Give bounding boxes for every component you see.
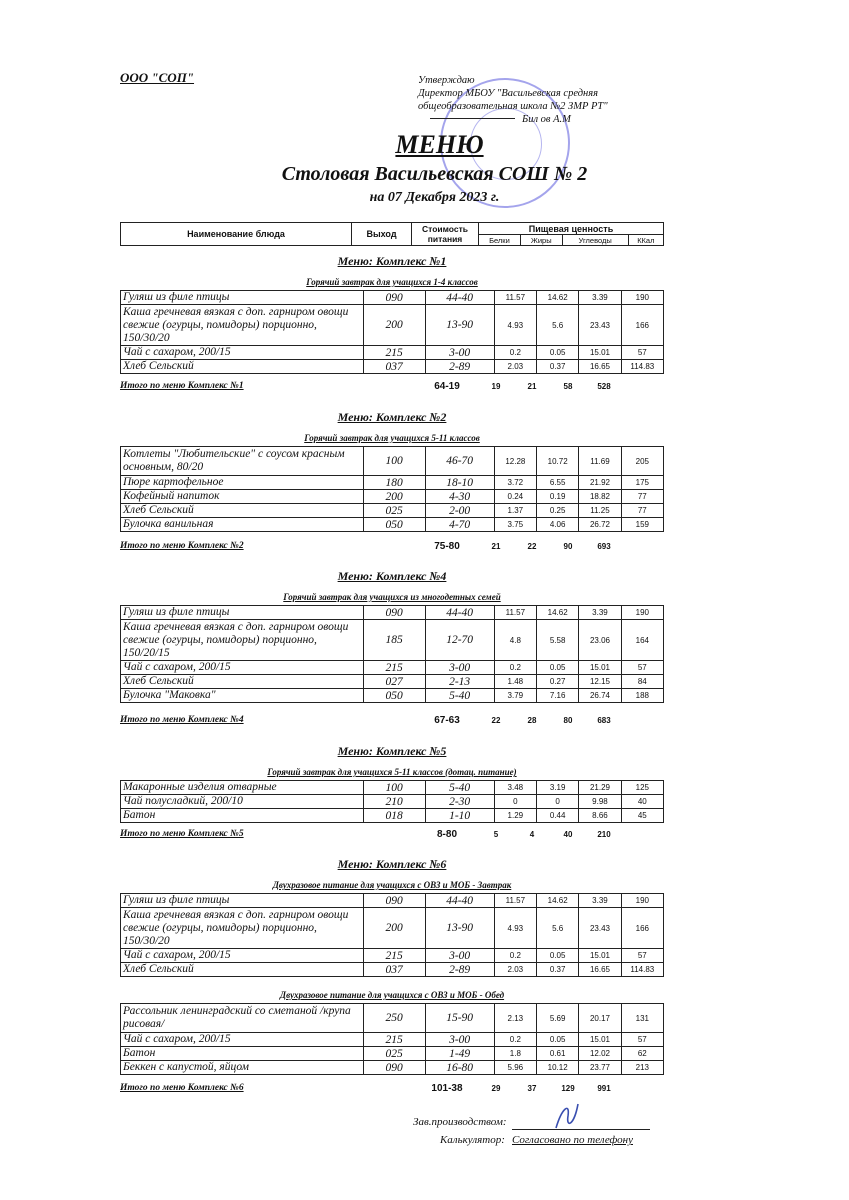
dish-name: Гуляш из филе птицы [121,894,364,908]
table-row [121,504,664,518]
table-row [121,360,664,374]
calculator-value: Согласовано по телефону [512,1134,633,1146]
dish-name: Батон [121,809,364,823]
menu-section-subtitle: Двухразовое питание для учащихся с ОВЗ и МОБ - Завтрак [272,880,512,890]
dish-cost: 44-40 [425,291,494,305]
total-kcal: 210 [597,830,611,839]
dish-fat: 0.05 [537,661,579,675]
dish-protein: 3.72 [494,476,536,490]
total-protein: 22 [491,716,501,725]
section-total-row [120,1083,664,1096]
dish-carbs: 12.15 [579,675,621,689]
approval-line-4: Бил ов А.М [522,114,571,125]
dish-table [120,893,664,977]
table-row [121,675,664,689]
dish-protein: 1.48 [494,675,536,689]
dish-kcal: 57 [621,949,663,963]
dish-protein: 11.57 [494,606,536,620]
dish-protein: 1.8 [494,1047,536,1061]
dish-kcal: 205 [621,447,663,476]
table-row [121,1004,664,1033]
page-title: МЕНЮ [395,130,484,159]
table-row [121,781,664,795]
dish-table [120,290,664,374]
dish-protein: 5.96 [494,1061,536,1075]
table-row [121,661,664,675]
dish-fat: 5.6 [537,908,579,949]
dish-carbs: 20.17 [579,1004,621,1033]
total-protein: 21 [491,542,501,551]
dish-protein: 0.2 [494,1033,536,1047]
dish-output: 100 [363,781,425,795]
dish-table [120,446,664,532]
table-row [121,291,664,305]
table-row [121,908,664,949]
dish-name: Пюре картофельное [121,476,364,490]
dish-carbs: 23.43 [579,305,621,346]
total-fat: 37 [527,1084,537,1093]
dish-kcal: 114.83 [621,360,663,374]
dish-name: Макаронные изделия отварные [121,781,364,795]
dish-carbs: 15.01 [579,346,621,360]
dish-name: Котлеты "Любительские" с соусом красным основным, 80/20 [121,447,364,476]
dish-kcal: 164 [621,620,663,661]
table-row [121,1047,664,1061]
dish-carbs: 16.65 [579,360,621,374]
dish-carbs: 15.01 [579,1033,621,1047]
menu-section-subtitle: Горячий завтрак для учащихся 5-11 классов (дотац. питание) [267,767,517,777]
header-cost: Стоимость питания [412,223,479,246]
dish-carbs: 16.65 [579,963,621,977]
dish-protein: 3.48 [494,781,536,795]
dish-cost: 12-70 [425,620,494,661]
dish-name: Чай полусладкий, 200/10 [121,795,364,809]
total-label: Итого по меню Комплекс №1 [120,381,244,391]
dish-kcal: 114.83 [621,963,663,977]
total-label: Итого по меню Комплекс №2 [120,541,244,551]
dish-kcal: 188 [621,689,663,703]
dish-carbs: 23.43 [579,908,621,949]
total-cost: 8-80 [436,829,457,840]
dish-fat: 0 [537,795,579,809]
menu-section-title: Меню: Комплекс №6 [337,857,447,871]
header-carbs: Углеводы [562,235,628,246]
dish-fat: 5.69 [537,1004,579,1033]
dish-fat: 0.27 [537,675,579,689]
dish-protein: 0.2 [494,661,536,675]
dish-protein: 2.03 [494,963,536,977]
dish-kcal: 175 [621,476,663,490]
dish-kcal: 77 [621,490,663,504]
dish-cost: 4-30 [425,490,494,504]
dish-table [120,1003,664,1075]
dish-name: Булочка "Маковка" [121,689,364,703]
dish-protein: 1.37 [494,504,536,518]
menu-date: на 07 Декабря 2023 г. [369,190,500,205]
table-row [121,620,664,661]
dish-fat: 3.19 [537,781,579,795]
dish-output: 200 [363,490,425,504]
total-carbs: 80 [563,716,573,725]
total-kcal: 991 [597,1084,611,1093]
dish-name: Булочка ванильная [121,518,364,532]
dish-cost: 13-90 [425,908,494,949]
total-protein: 29 [491,1084,501,1093]
dish-protein: 0 [494,795,536,809]
dish-cost: 2-89 [425,963,494,977]
table-row [121,305,664,346]
total-fat: 4 [529,830,535,839]
dish-name: Кофейный напиток [121,490,364,504]
total-kcal: 693 [597,542,611,551]
dish-fat: 14.62 [537,291,579,305]
total-cost: 67-63 [434,715,460,726]
total-cost: 64-19 [434,381,460,392]
dish-cost: 1-49 [425,1047,494,1061]
dish-cost: 3-00 [425,949,494,963]
dish-kcal: 77 [621,504,663,518]
dish-protein: 11.57 [494,291,536,305]
dish-cost: 3-00 [425,346,494,360]
total-fat: 22 [527,542,537,551]
dish-fat: 14.62 [537,894,579,908]
dish-cost: 2-30 [425,795,494,809]
dish-protein: 4.93 [494,305,536,346]
dish-cost: 2-13 [425,675,494,689]
dish-protein: 3.79 [494,689,536,703]
dish-name: Хлеб Сельский [121,963,364,977]
dish-protein: 4.93 [494,908,536,949]
section-total-row [120,829,664,842]
header-protein: Белки [479,235,521,246]
dish-cost: 13-90 [425,305,494,346]
production-manager-label: Зав.производством: [413,1116,507,1128]
dish-fat: 0.61 [537,1047,579,1061]
menu-section-title: Меню: Комплекс №5 [337,744,447,758]
total-fat: 21 [527,382,537,391]
menu-section-subtitle: Горячий завтрак для учащихся из многодетных семей [283,592,501,602]
menu-section-subtitle: Горячий завтрак для учащихся 1-4 классов [306,277,478,287]
dish-kcal: 84 [621,675,663,689]
dish-output: 025 [363,1047,425,1061]
dish-carbs: 15.01 [579,949,621,963]
dish-protein: 2.13 [494,1004,536,1033]
dish-kcal: 166 [621,908,663,949]
dish-carbs: 18.82 [579,490,621,504]
dish-name: Хлеб Сельский [121,675,364,689]
dish-protein: 11.57 [494,894,536,908]
total-cost: 75-80 [434,541,460,552]
column-header-table [120,222,664,246]
calculator-label: Калькулятор: [440,1134,505,1146]
section-total-row [120,541,664,554]
section-total-row [120,381,664,394]
dish-name: Хлеб Сельский [121,504,364,518]
dish-carbs: 9.98 [579,795,621,809]
dish-cost: 1-10 [425,809,494,823]
dish-carbs: 21.29 [579,781,621,795]
dish-output: 090 [363,894,425,908]
total-carbs: 129 [561,1084,575,1093]
dish-cost: 44-40 [425,606,494,620]
production-signature [548,1098,588,1132]
dish-output: 200 [363,305,425,346]
table-row [121,809,664,823]
dish-output: 250 [363,1004,425,1033]
dish-carbs: 3.39 [579,894,621,908]
dish-kcal: 45 [621,809,663,823]
header-nutrition: Пищевая ценность [479,223,664,235]
dish-output: 037 [363,963,425,977]
table-row [121,949,664,963]
dish-cost: 15-90 [425,1004,494,1033]
total-protein: 5 [493,830,499,839]
table-row [121,689,664,703]
dish-kcal: 57 [621,661,663,675]
dish-kcal: 159 [621,518,663,532]
dish-name: Каша гречневая вязкая с доп. гарниром овощи свежие (огурцы, помидоры) порционно, 150/30/20 [121,305,364,346]
table-row [121,490,664,504]
dish-output: 180 [363,476,425,490]
dish-cost: 3-00 [425,1033,494,1047]
dish-carbs: 23.06 [579,620,621,661]
dish-table [120,605,664,703]
dish-carbs: 26.74 [579,689,621,703]
total-label: Итого по меню Комплекс №6 [120,1083,244,1093]
total-carbs: 58 [563,382,573,391]
dish-output: 025 [363,504,425,518]
dish-output: 050 [363,689,425,703]
dish-carbs: 15.01 [579,661,621,675]
director-signature-line [430,118,515,119]
dish-cost: 5-40 [425,781,494,795]
approval-line-3: общеобразовательная школа №2 ЗМР РТ" [418,101,608,112]
dish-kcal: 40 [621,795,663,809]
dish-cost: 4-70 [425,518,494,532]
dish-kcal: 190 [621,894,663,908]
dish-output: 037 [363,360,425,374]
dish-protein: 12.28 [494,447,536,476]
dish-fat: 10.12 [537,1061,579,1075]
dish-output: 185 [363,620,425,661]
dish-output: 090 [363,606,425,620]
menu-section-subtitle: Горячий завтрак для учащихся 5-11 классов [304,433,480,443]
approval-line-1: Утверждаю [418,75,475,86]
dish-kcal: 62 [621,1047,663,1061]
header-fat: Жиры [520,235,562,246]
table-row [121,963,664,977]
dish-fat: 10.72 [537,447,579,476]
dish-protein: 0.2 [494,949,536,963]
dish-kcal: 57 [621,1033,663,1047]
table-row [121,518,664,532]
dish-fat: 5.6 [537,305,579,346]
total-kcal: 683 [597,716,611,725]
organization-name: ООО "СОП" [120,70,195,85]
dish-protein: 4.8 [494,620,536,661]
dish-carbs: 23.77 [579,1061,621,1075]
dish-fat: 14.62 [537,606,579,620]
dish-kcal: 190 [621,606,663,620]
dish-kcal: 166 [621,305,663,346]
dish-cost: 18-10 [425,476,494,490]
menu-section-title: Меню: Комплекс №2 [337,410,447,424]
header-output: Выход [352,223,412,246]
dish-name: Чай с сахаром, 200/15 [121,346,364,360]
dish-output: 215 [363,346,425,360]
dish-fat: 4.06 [537,518,579,532]
total-cost: 101-38 [431,1083,463,1094]
dish-name: Гуляш из филе птицы [121,606,364,620]
dish-carbs: 11.25 [579,504,621,518]
header-kcal: ККал [628,235,663,246]
dish-name: Каша гречневая вязкая с доп. гарниром овощи свежие (огурцы, помидоры) порционно, 150/30/20 [121,908,364,949]
dish-protein: 2.03 [494,360,536,374]
dish-fat: 7.16 [537,689,579,703]
dish-cost: 2-00 [425,504,494,518]
total-carbs: 40 [563,830,573,839]
dish-table [120,780,664,823]
dish-output: 215 [363,661,425,675]
table-row [121,1033,664,1047]
dish-kcal: 125 [621,781,663,795]
dish-kcal: 190 [621,291,663,305]
dish-kcal: 131 [621,1004,663,1033]
total-protein: 19 [491,382,501,391]
dish-output: 027 [363,675,425,689]
dish-name: Чай с сахаром, 200/15 [121,661,364,675]
dish-protein: 3.75 [494,518,536,532]
dish-protein: 0.2 [494,346,536,360]
total-fat: 28 [527,716,537,725]
dish-output: 050 [363,518,425,532]
dish-fat: 5.58 [537,620,579,661]
menu-section-title: Меню: Комплекс №1 [337,254,447,268]
dish-name: Беккен с капустой, яйцом [121,1061,364,1075]
dish-kcal: 213 [621,1061,663,1075]
dish-name: Каша гречневая вязкая с доп. гарниром овощи свежие (огурцы, помидоры) порционно, 150/20/15 [121,620,364,661]
dish-output: 215 [363,1033,425,1047]
dish-carbs: 21.92 [579,476,621,490]
total-carbs: 90 [563,542,573,551]
table-row [121,476,664,490]
dish-carbs: 3.39 [579,606,621,620]
dish-output: 100 [363,447,425,476]
page-subtitle: Столовая Васильевская СОШ № 2 [281,163,588,185]
dish-output: 210 [363,795,425,809]
dish-cost: 46-70 [425,447,494,476]
dish-protein: 1.29 [494,809,536,823]
total-label: Итого по меню Комплекс №5 [120,829,244,839]
dish-cost: 44-40 [425,894,494,908]
dish-output: 090 [363,291,425,305]
approval-line-2: Директор МБОУ "Васильевская средняя [418,88,599,99]
menu-section-title: Меню: Комплекс №4 [337,569,447,583]
section-total-row [120,715,664,728]
dish-output: 090 [363,1061,425,1075]
table-row [121,346,664,360]
table-row [121,894,664,908]
dish-cost: 3-00 [425,661,494,675]
dish-name: Чай с сахаром, 200/15 [121,1033,364,1047]
dish-output: 018 [363,809,425,823]
dish-carbs: 26.72 [579,518,621,532]
dish-carbs: 12.02 [579,1047,621,1061]
dish-fat: 0.25 [537,504,579,518]
total-kcal: 528 [597,382,611,391]
dish-name: Чай с сахаром, 200/15 [121,949,364,963]
dish-carbs: 11.69 [579,447,621,476]
dish-name: Гуляш из филе птицы [121,291,364,305]
dish-fat: 0.37 [537,963,579,977]
table-row [121,606,664,620]
total-label: Итого по меню Комплекс №4 [120,715,244,725]
dish-cost: 16-80 [425,1061,494,1075]
dish-fat: 0.05 [537,346,579,360]
table-row [121,1061,664,1075]
dish-name: Хлеб Сельский [121,360,364,374]
dish-name: Батон [121,1047,364,1061]
dish-cost: 5-40 [425,689,494,703]
menu-section-subtitle-2: Двухразовое питание для учащихся с ОВЗ и МОБ - Обед [279,990,505,1000]
dish-kcal: 57 [621,346,663,360]
dish-carbs: 8.66 [579,809,621,823]
dish-output: 215 [363,949,425,963]
dish-fat: 0.19 [537,490,579,504]
dish-fat: 6.55 [537,476,579,490]
dish-protein: 0.24 [494,490,536,504]
dish-fat: 0.05 [537,1033,579,1047]
dish-carbs: 3.39 [579,291,621,305]
dish-output: 200 [363,908,425,949]
table-row [121,447,664,476]
header-dish-name: Наименование блюда [121,223,352,246]
dish-fat: 0.37 [537,360,579,374]
dish-fat: 0.05 [537,949,579,963]
dish-cost: 2-89 [425,360,494,374]
table-row [121,795,664,809]
dish-fat: 0.44 [537,809,579,823]
dish-name: Рассольник ленинградский со сметаной /крупа рисовая/ [121,1004,364,1033]
